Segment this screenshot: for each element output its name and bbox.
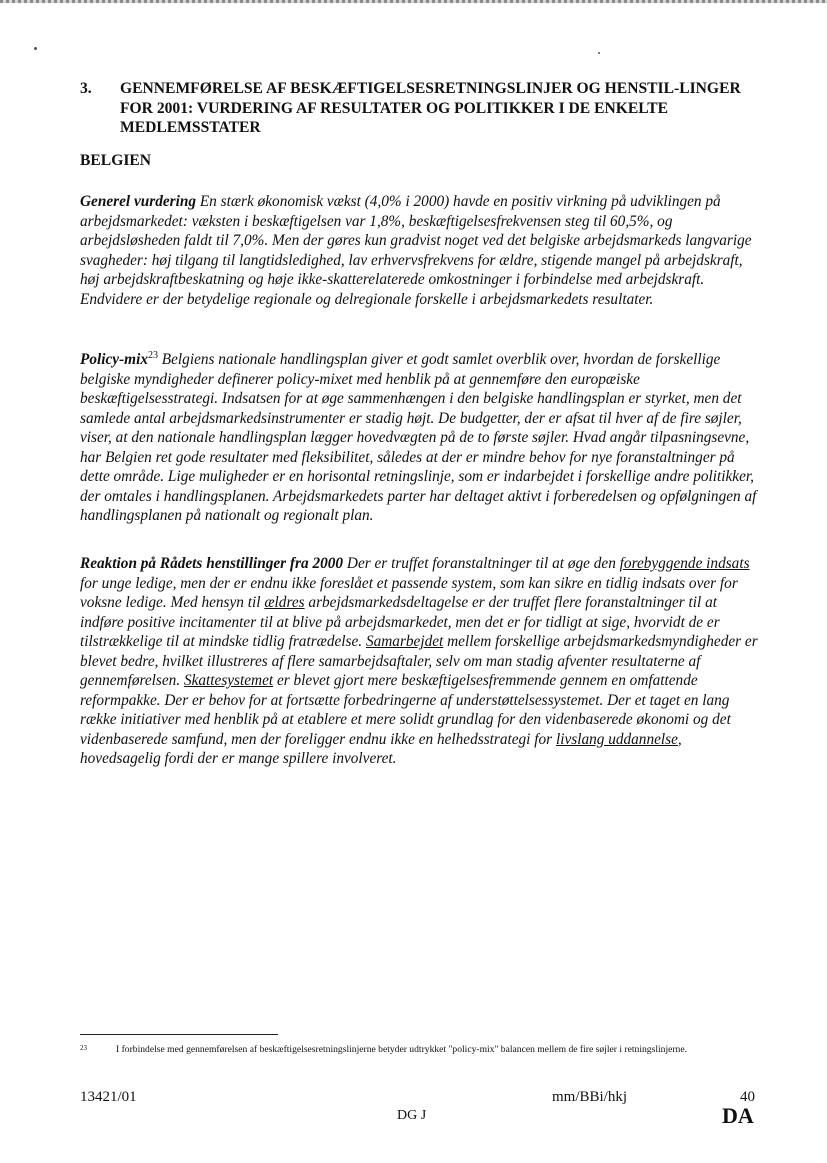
section-heading: [80, 79, 760, 138]
paragraph-text: er blevet gjort mere beskæftigelsesfremmende gennem en omfattende reformpakke. Der er behov for at fortsætte forbedringerne af understøttelsessystemet. Der et taget en lang række initiativer med henblik på at etablere et mere solidt grundlag for den videnbaserede økonomi og det videnbaserede samfund, men der foreligger endnu ikke en helhedsstrategi for: [80, 672, 731, 748]
paragraph-generel-vurdering: [80, 192, 760, 309]
paragraph-text: , hovedsagelig fordi der er mange spillere involveret.: [80, 730, 682, 767]
footnote-reference: 23: [147, 350, 158, 361]
footnote-text: I forbindelse med gennemførelsen af beskæftigelsesretningslinjerne betyder udtrykket "policy-mix" balancen mellem de fire søjler i retningslinjerne.: [116, 1044, 688, 1055]
underlined-term: Skattesystemet: [183, 672, 274, 689]
section-title: GENNEMFØRELSE AF BESKÆFTIGELSESRETNINGSLINJER OG HENSTIL-LINGER FOR 2001: VURDERING AF RESULTATER OG POLITIKKER I DE ENKELTE MEDLEMSSTATER: [120, 80, 741, 136]
department-label: DG J: [397, 1108, 427, 1123]
underlined-term: livslang uddannelse: [555, 730, 678, 748]
paragraph-text: mellem forskellige arbejdsmarkedsmyndigheder er blevet bedre, hvilket illustreres af flere samarbejdsaftaler, selv om man stadig afventer resultaterne af gennemførelsen.: [80, 633, 758, 689]
language-code: DA: [722, 1103, 754, 1128]
underlined-term: forebyggende indsats: [619, 555, 750, 572]
paragraph-text: Belgiens nationale handlingsplan giver et godt samlet overblik over, hvordan de forskellige belgiske myndigheder definerer policy-mixet med henblik på at gennemføre den europæiske beskæftigelsesstrategi. Indsatsen for at øge sammenhængen i den belgiske handlingsplan er styrket, men det samlede antal arbejdsmarkedsinstrumenter er stadig højt. De budgetter, der er afsat til hver af de fire søjler, viser, at den nationale handlingsplan lægger hovedvægten på de to første søjler. Hvad angår tilpasningsevne, har Belgien ret gode resultater med fleksibilitet, således at der er mindre behov for nye foranstaltninger på dette område. Lige muligheder er en horisontal retningslinje, som er indarbejdet i forskellige andre politikker, der omtales i handlingsplanen. Arbejdsmarkedets parter har deltaget aktivt i forberedelsen og opfølgningen af handlingsplanen på nationalt og regionalt plan.: [80, 351, 757, 525]
section-number: 3.: [80, 80, 92, 97]
footnote-divider: [80, 1034, 278, 1035]
scan-border-artifact: [0, 0, 827, 3]
underlined-term: Samarbejdet: [365, 633, 444, 650]
paragraph-text: En stærk økonomisk vækst (4,0% i 2000) havde en positiv virkning på udviklingen på arbejdsmarkedet: væksten i beskæftigelsen var 1,8%, beskæftigelsesfrekvensen steg til 60,5%, og arbejdsløsheden faldt til 7,0%. Men der gøres kun gradvist noget ved det belgiske arbejdsmarkeds langvarige svagheder: høj tilgang til langtidsledighed, lav erhvervsfrekvens for ældre, stigende mangel på arbejdskraft, høj arbejdskraftbeskatning og høje ikke-skatterelaterede omkostninger i forbindelse med arbejdskraft. Endvidere er der betydelige regionale og delregionale forskelle i arbejdsmarkedets resultater.: [80, 193, 752, 308]
paragraph-text: arbejdsmarkedsdeltagelse er der truffet flere foranstaltninger til at indføre positive incitamenter til at blive på arbejdsmarkedet, men det er for tidligt at sige, hvorvidt de er tilstrækkelige til at mindske tidlig fratrædelse.: [80, 594, 720, 650]
paragraph-lead: Generel vurdering: [80, 193, 196, 210]
footnote-mark: 23: [80, 1044, 87, 1052]
author-reference: mm/BBi/hkj: [552, 1089, 628, 1105]
paragraph-reaktion: [80, 554, 760, 769]
scan-speck: [34, 47, 37, 50]
paragraph-lead: Reaktion på Rådets henstillinger fra 2000: [80, 555, 344, 572]
footnote: [80, 1043, 760, 1057]
document-number: 13421/01: [80, 1089, 137, 1105]
paragraph-lead: Policy-mix: [80, 351, 148, 369]
scan-speck: [598, 52, 600, 54]
underlined-term: ældres: [264, 594, 305, 611]
page-number: 40: [740, 1089, 755, 1105]
paragraph-text: for unge ledige, men der er endnu ikke foreslået et passende system, som kan sikre en tidlig indsats over for voksne ledige. Med hensyn til: [80, 574, 738, 611]
paragraph-text: Der er truffet foranstaltninger til at øge den: [346, 555, 616, 572]
paragraph-policy-mix: [80, 346, 760, 526]
country-heading: BELGIEN: [80, 152, 152, 169]
